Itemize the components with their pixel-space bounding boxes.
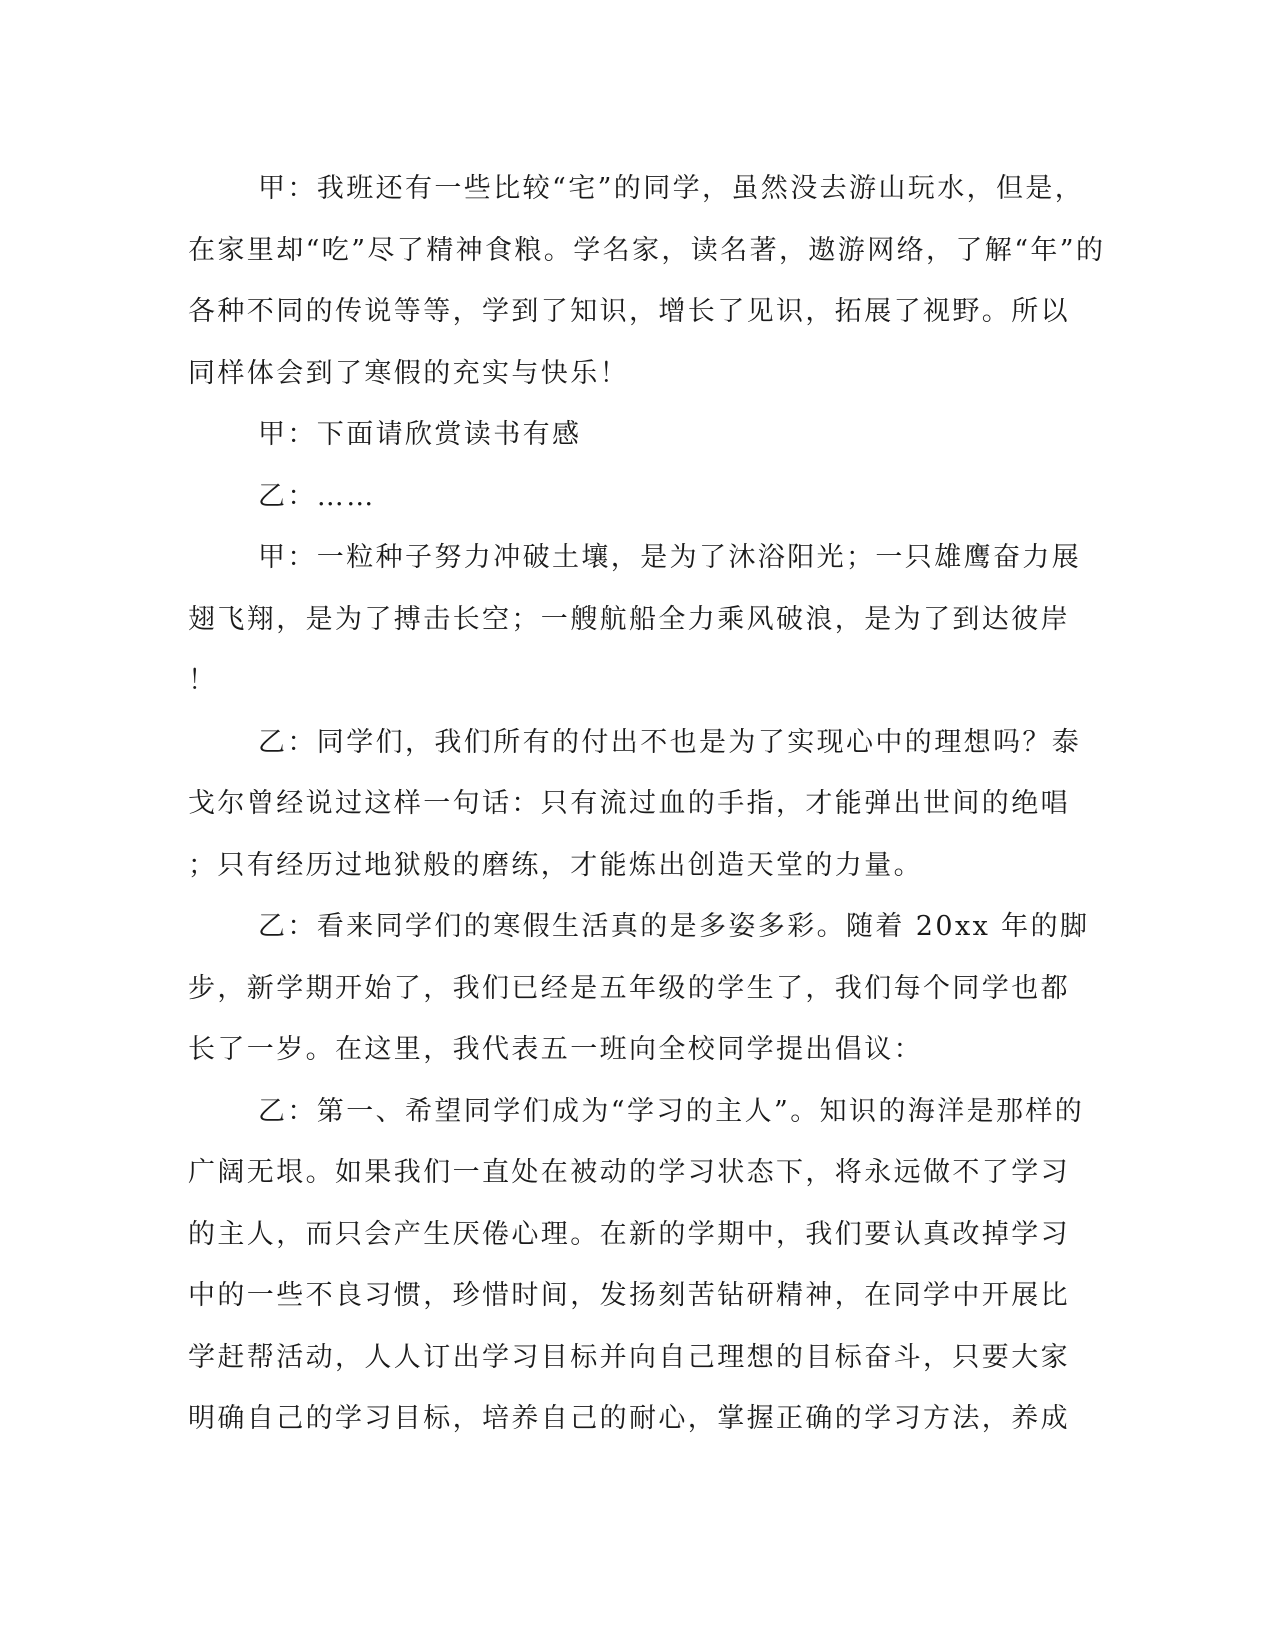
text-line: ！: [188, 665, 218, 696]
text-line: ；只有经历过地狱般的磨练，才能炼出创造天堂的力量。: [188, 849, 923, 881]
text-line: 甲：我班还有一些比较“宅”的同学，虽然没去游山玩水，但是，: [258, 173, 1085, 204]
text-line: 中的一些不良习惯，珍惜时间，发扬刻苦钻研精神，在同学中开展比: [188, 1280, 1070, 1311]
text-line: 步，新学期开始了，我们已经是五年级的学生了，我们每个同学也都: [188, 972, 1070, 1004]
text-line: 甲：一粒种子努力冲破土壤，是为了沐浴阳光；一只雄鹰奋力展: [258, 542, 1082, 573]
text-line: 明确自己的学习目标，培养自己的耐心，掌握正确的学习方法，养成: [188, 1403, 1070, 1434]
document-body: [188, 158, 1106, 1450]
text-line: 翅飞翔，是为了搏击长空；一艘航船全力乘风破浪，是为了到达彼岸: [188, 603, 1070, 635]
text-line: 乙：……: [258, 480, 376, 512]
text-line: 乙：同学们，我们所有的付出不也是为了实现心中的理想吗？泰: [258, 726, 1082, 758]
text-line: 各种不同的传说等等，学到了知识，增长了见识，拓展了视野。所以: [188, 296, 1070, 327]
text-line: 的主人，而只会产生厌倦心理。在新的学期中，我们要认真改掉学习: [188, 1218, 1070, 1250]
text-line: 戈尔曾经说过这样一句话：只有流过血的手指，才能弹出世间的绝唱: [188, 788, 1070, 819]
text-line: 长了一岁。在这里，我代表五一班向全校同学提出倡议：: [188, 1034, 923, 1065]
text-line: 在家里却“吃”尽了精神食粮。学名家，读名著，遨游网络，了解“年”的: [188, 234, 1106, 266]
text-line: 广阔无垠。如果我们一直处在被动的学习状态下，将永远做不了学习: [188, 1157, 1070, 1188]
text-line: 甲：下面请欣赏读书有感: [258, 419, 582, 450]
text-line: 乙：看来同学们的寒假生活真的是多姿多彩。随着 20xx 年的脚: [258, 911, 1090, 942]
text-line: 同样体会到了寒假的充实与快乐！: [188, 357, 629, 389]
text-line: 乙：第一、希望同学们成为“学习的主人”。知识的海洋是那样的: [258, 1095, 1085, 1127]
text-line: 学赶帮活动，人人订出学习目标并向自己理想的目标奋斗，只要大家: [188, 1341, 1070, 1373]
